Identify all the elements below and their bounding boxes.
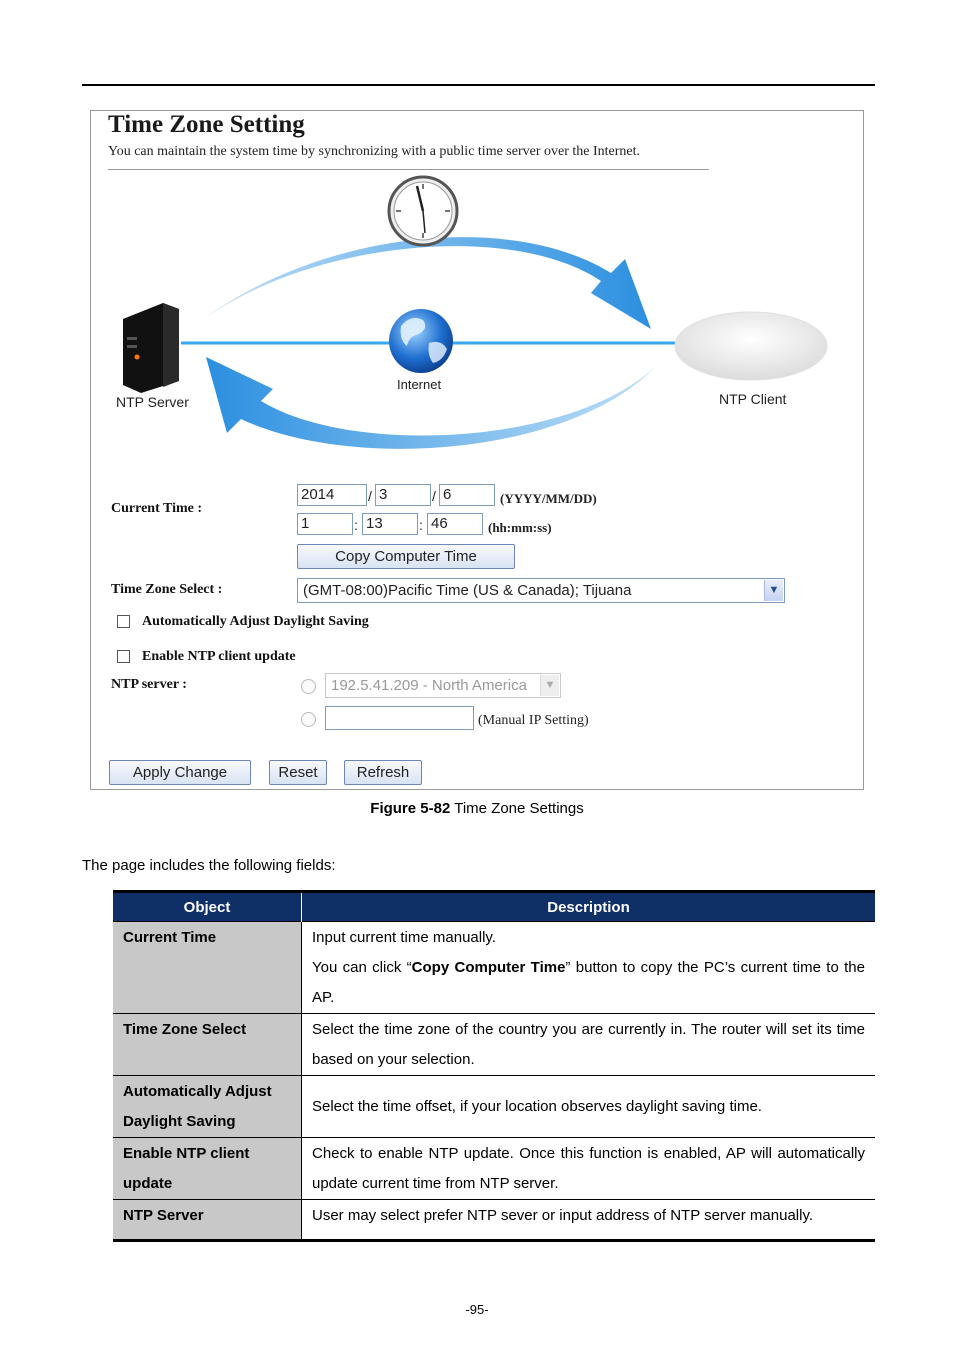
manual-ntp-ip-input[interactable]	[325, 706, 474, 730]
refresh-button[interactable]: Refresh	[344, 760, 422, 785]
table-header-object: Object	[113, 892, 302, 922]
copy-computer-time-button[interactable]: Copy Computer Time	[297, 544, 515, 569]
time-zone-select[interactable]	[297, 578, 785, 603]
chevron-down-icon[interactable]: ▼	[764, 580, 783, 601]
table-cell-object: Automatically Adjust Daylight Saving	[113, 1076, 302, 1138]
page-number: -95-	[465, 1302, 489, 1317]
internet-caption: Internet	[397, 377, 442, 392]
minute-input[interactable]: 13	[362, 513, 418, 535]
date-separator: /	[368, 488, 372, 504]
table-cell-description: Select the time zone of the country you are currently in. The router will set its time based on your selection.	[302, 1014, 876, 1076]
month-input[interactable]: 3	[375, 484, 431, 506]
enable-ntp-label: Enable NTP client update	[142, 649, 296, 664]
enable-ntp-checkbox[interactable]	[117, 650, 130, 663]
table-row	[113, 1200, 875, 1241]
ntp-server-caption: NTP Server	[116, 394, 189, 410]
table-cell-object: Current Time	[113, 922, 302, 1014]
table-row	[113, 922, 875, 1014]
table-cell-object: Enable NTP client update	[113, 1138, 302, 1200]
time-separator: :	[419, 517, 423, 533]
current-time-label: Current Time :	[111, 501, 202, 516]
time-zone-label: Time Zone Select :	[111, 582, 223, 597]
table-cell-description	[302, 922, 876, 1014]
clock-icon	[389, 177, 457, 245]
hour-input[interactable]: 1	[297, 513, 353, 535]
manual-ip-hint: (Manual IP Setting)	[478, 713, 589, 728]
page-subtitle: You can maintain the system time by synchronizing with a public time server over the Internet.	[108, 144, 641, 159]
day-input[interactable]: 6	[439, 484, 495, 506]
auto-dst-label: Automatically Adjust Daylight Saving	[142, 614, 369, 629]
apply-change-button[interactable]: Apply Change	[109, 760, 251, 785]
description-bold: Copy Computer Time	[411, 959, 566, 976]
description-text: You can click “	[312, 959, 412, 976]
server-tower-icon	[123, 303, 179, 393]
ntp-server-manual-radio[interactable]	[301, 712, 316, 727]
time-separator: :	[354, 517, 358, 533]
intro-text: The page includes the following fields:	[82, 857, 336, 874]
table-row	[113, 1138, 875, 1200]
time-format-hint: (hh:mm:ss)	[488, 520, 552, 535]
figure-caption-text: Time Zone Settings	[450, 800, 584, 817]
table-cell-description: User may select prefer NTP sever or input address of NTP server manually.	[302, 1200, 876, 1241]
figure-number: Figure 5-82	[370, 800, 451, 817]
table-cell-description: Select the time offset, if your location observes daylight saving time.	[302, 1076, 876, 1138]
table-row	[113, 1076, 875, 1138]
access-point-icon	[675, 312, 827, 380]
ntp-server-select[interactable]	[325, 673, 561, 698]
table-row	[113, 1014, 875, 1076]
reset-button[interactable]: Reset	[269, 760, 327, 785]
figure-caption	[0, 800, 954, 817]
description-line	[312, 953, 865, 1013]
year-input[interactable]: 2014	[297, 484, 367, 506]
field-description-table	[113, 890, 875, 1242]
table-cell-object: NTP Server	[113, 1200, 302, 1241]
table-header-row	[113, 892, 875, 922]
table-cell-description: Check to enable NTP update. Once this function is enabled, AP will automatically update current time from NTP server.	[302, 1138, 876, 1200]
ntp-diagram	[91, 171, 863, 471]
description-line: Input current time manually.	[312, 929, 496, 946]
header-rule	[82, 84, 875, 86]
description-text: ” button to copy the PC’s current time to the AP.	[312, 959, 865, 1006]
time-zone-value: (GMT-08:00)Pacific Time (US & Canada); Tijuana	[303, 582, 632, 599]
date-format-hint: (YYYY/MM/DD)	[500, 491, 597, 506]
ntp-server-label: NTP server :	[111, 677, 187, 692]
chevron-down-icon[interactable]: ▼	[540, 675, 559, 696]
ntp-client-caption: NTP Client	[719, 391, 787, 407]
ntp-server-preset-radio[interactable]	[301, 679, 316, 694]
page-title: Time Zone Setting	[108, 111, 305, 138]
time-zone-figure	[90, 110, 864, 790]
table-cell-object: Time Zone Select	[113, 1014, 302, 1076]
second-input[interactable]: 46	[427, 513, 483, 535]
globe-icon	[389, 309, 453, 373]
title-divider	[108, 169, 709, 170]
auto-dst-checkbox[interactable]	[117, 615, 130, 628]
ntp-server-value: 192.5.41.209 - North America	[331, 677, 527, 694]
table-header-description: Description	[302, 892, 876, 922]
date-separator: /	[432, 488, 436, 504]
